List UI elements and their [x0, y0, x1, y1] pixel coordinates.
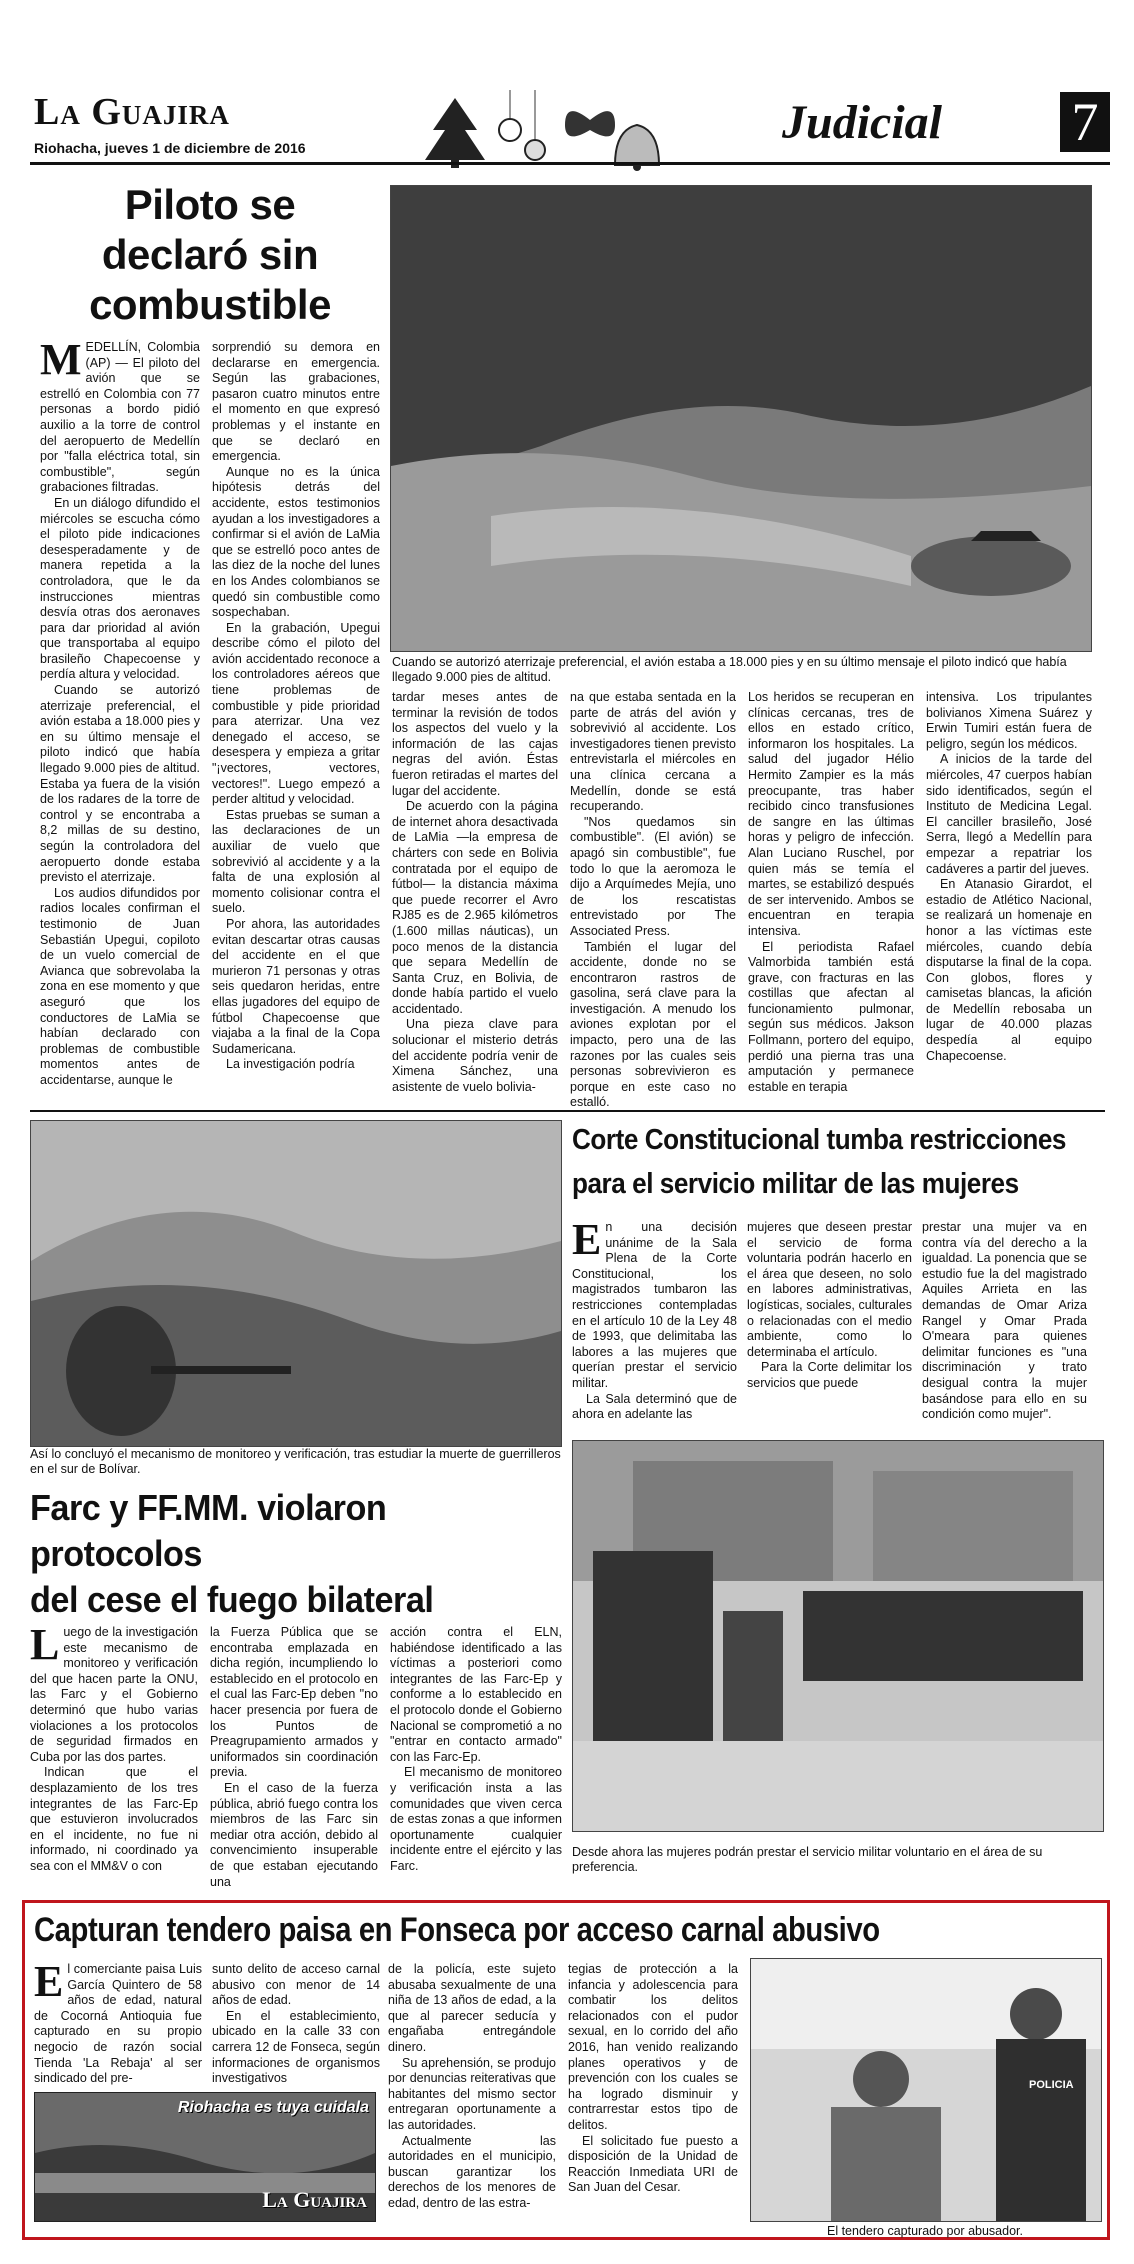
story1-col5 — [748, 690, 914, 1135]
story2-col1 — [30, 1620, 198, 1875]
story4-photo-caption: El tendero capturado por abusador. — [827, 2224, 1023, 2238]
paragraph: En un diálogo difundido el miércoles se escucha cómo el piloto pide indicaciones desesperadamente y de manera repetida a la controladora, que le da instrucciones mientras desvía otras dos aeronaves para dar prioridad al avión que transportaba al equipo brasileño Chapecoense y perdía altura y velocidad. — [40, 495, 200, 682]
headline-line: del cese el fuego bilateral — [30, 1579, 434, 1620]
paragraph: Su aprehensión, se produjo por denuncias reiterativas que habitantes del mismo sector entregaran oportunamente a las autoridades. — [388, 2055, 556, 2132]
paragraph: tardar meses antes de terminar la revisión de todos los aspectos del vuelo y la información de las cajas negras del avión. Éstas fueron retiradas el martes del lugar del accidente. — [392, 690, 558, 798]
paragraph: Actualmente las autoridades en el municipio, buscan garantizar los derechos de los menores de edad, dentro de las estra- — [388, 2133, 556, 2210]
holiday-decor — [415, 90, 675, 170]
female-soldiers-photo — [572, 1440, 1104, 1832]
story1-col3 — [392, 690, 558, 1135]
story3-col1 — [572, 1215, 737, 1440]
story2-col3 — [390, 1625, 562, 1875]
headline-line: combustible — [89, 281, 331, 328]
paragraph: En Atanasio Girardot, el estadio de Atlético Nacional, se realizará un homenaje en honor a las víctimas este miércoles, cuando debía disputarse la final de la copa. Con globos, flores y camisetas blancas, la afición de Medellín rebosaba un lugar de 40.000 plazas despedía al equipo Chapecoense. — [926, 877, 1092, 1063]
drop-cap: L — [30, 1620, 60, 1669]
tree-icon — [425, 98, 485, 168]
paragraph-text: uego de la investigación este mecanismo de monitoreo y verificación del que hacen parte la ONU, las Farc y el Gobierno determinó que hubo varias violaciones a los protocolos de seguridad firmados en Cuba por las dos partes. — [30, 1625, 198, 1764]
paragraph: También el lugar del accidente, donde no se encontraron rastros de gasolina, será clave para la investigación. A menudo los aviones explotan por el impacto, pero una de las razones por las cuales seis personas sobrevivieron es porque en este caso no estalló. — [570, 939, 736, 1110]
paragraph — [572, 1215, 737, 1392]
soldiers-photo-art — [573, 1441, 1103, 1831]
story1-col2 — [212, 340, 380, 1135]
paragraph: intensiva. Los tripulantes bolivianos Ximena Suárez y Erwin Tumiri están fuera de peligro, según los médicos. — [926, 690, 1092, 751]
paragraph: La investigación podría — [226, 1057, 355, 1072]
paragraph — [34, 1957, 202, 2087]
story1-col6 — [926, 690, 1092, 1135]
story4-col2 — [212, 1962, 380, 2092]
promo-banner — [34, 2092, 376, 2222]
paragraph: acción contra el ELN, habiéndose identificado a las víctimas a posteriori como integrantes de las Farc-Ep y conforme a lo establecido en el protocolo donde el Gobierno Nacional se comprometió a no "entrar en contacto armado" con las Farc-Ep. — [390, 1625, 562, 1764]
paragraph: tegias de protección a la infancia y adolescencia para combatir los delitos relacionados con el pudor sexual, en lo corrido del año 2016, han venido realizando planes operativos y de prevención con los cuales se ha logrado disminuir y contrarrestar estos tipo de delitos. — [568, 1962, 738, 2132]
story1-bottom-rule — [30, 1110, 1105, 1112]
section-title: Judicial — [782, 96, 943, 149]
paragraph-text: EDELLÍN, Colombia (AP) — El piloto del avión que se estrelló en Colombia con 77 personas a bordo pidió auxilio a la torre de control del aeropuerto de Medellín por "falla eléctrica total, sin combustible", según grabaciones filtradas. — [40, 340, 200, 495]
drop-cap: M — [40, 335, 82, 384]
story2-col2 — [210, 1625, 378, 1889]
crash-photo-art — [391, 186, 1091, 651]
story2-headline — [30, 1485, 543, 1623]
promo-brand-logo: La Guajira — [262, 2187, 367, 2212]
story2-photo-caption: Así lo concluyó el mecanismo de monitoreo y verificación, tras estudiar la muerte de guerrilleros en el sur de Bolívar. — [30, 1447, 561, 1476]
drop-cap: E — [34, 1957, 64, 2006]
paragraph: La Sala determinó que de ahora en adelante las — [572, 1391, 737, 1422]
story1-headline — [40, 180, 380, 330]
paragraph: En el establecimiento, ubicado en la calle 33 con carrera 12 de Fonseca, según informaciones de organismos investigativos — [212, 2008, 380, 2086]
crash-site-photo — [390, 185, 1092, 652]
paragraph: El solicitado fue puesto a disposición de la Unidad de Reacción Inmediata URI de San Juan del Cesar. — [568, 2133, 738, 2195]
officer-head-icon — [1010, 1988, 1062, 2040]
ornament-icon — [499, 90, 545, 160]
paragraph: de la policía, este sujeto abusaba sexualmente de una niña de 13 años de edad, a la que al parecer seducía y engañaba entregándole dinero. — [388, 1962, 556, 2054]
paragraph: Indican que el desplazamiento de los tres integrantes de las Farc-Ep que estuvieron involucrados en el incidente, no fue ni informado, ni coordinado ya sea con el MM&V o con — [30, 1765, 198, 1873]
paragraph — [40, 335, 200, 496]
paragraph: la Fuerza Pública que se encontraba emplazada en dicha región, incumpliendo lo establecido en el protocolo en el cual las Farc-Ep deben "no hacer presencia por fuera de los Puntos de Preagrupamiento armados y uniformados sin coordinación previa. — [210, 1625, 378, 1780]
paragraph: mujeres que deseen prestar el servicio de forma voluntaria podrán hacerlo en el área que deseen, no solo en labores administrativas, logísticas, sociales, culturales o relacionadas con el medio ambiente, como lo determinaba el artículo. — [747, 1220, 912, 1359]
soldier-photo-art — [31, 1121, 561, 1446]
page-number: 7 — [1060, 92, 1110, 152]
paragraph: "Nos quedamos sin combustible". (El avión) se apagó sin combustible", fue todo lo que la aeromoza le dijo a Arquímedes Mejía, uno de los rescatistas entrevistado por The Associated Press. — [570, 814, 736, 938]
paragraph: sorprendió su demora en declararse en emergencia. Según las grabaciones, pasaron cuatro minutos entre el momento en que expresó problemas y el instante en que se declaró en emergencia. — [212, 340, 380, 464]
paragraph: Cuando se autorizó aterrizaje preferencial, el avión estaba a 18.000 pies y en su último mensaje el piloto indicó que había llegado 9.000 pies de altitud. Estaba ya fuera de la visión de los radares de la torre de control y se encontraba a 8,2 millas de su destino, según la controladora del aeropuerto donde estaba previsto el aterrizaje. — [40, 683, 200, 885]
paragraph: Por ahora, las autoridades evitan descartar otras causas del accidente en el que murieron 71 personas y otras seis quedaron heridas, entre ellas jugadores del equipo de fútbol Chapecoense que viajaba a la final de la Copa Sudamericana. — [212, 916, 380, 1056]
story4-headline: Capturan tendero paisa en Fonseca por acceso carnal abusivo — [34, 1911, 880, 1949]
paragraph: prestar una mujer va en contra vía del derecho a la igualdad. La ponencia que se estudio fue la del magistrado Aquiles Arrieta en las demandas de Omar Ariza Rangel y Omar Prada O'meara para quienes delimitar funciones es "una discriminación y trato desigual contra la mujer basándose para ello en su condición como mujer". — [922, 1220, 1087, 1422]
paragraph: Los audios difundidos por radios locales confirman el testimonio de Juan Sebastián Upegui, copiloto de un vuelo comercial de Avianca que sobrevolaba la zona en ese momento y que aseguró que los conductores de LaMia se habían declarado con problemas de combustible momentos antes de accidentarse, aunque le — [40, 885, 200, 1087]
paragraph: na que estaba sentada en la parte de atrás del avión y sobrevivió al accidente. Los investigadores tienen previsto entrevistarla el miércoles en una clínica cercana a Medellín, donde se está recuperando. — [570, 690, 736, 814]
paragraph: A inicios de la tarde del miércoles, 47 cuerpos habían sido identificados, según el Instituto de Medicina Legal. El canciller brasileño, José Serra, llegó a Medellín para empezar a repatriar los cadáveres a partir del jueves. — [926, 752, 1092, 876]
story3-col3 — [922, 1220, 1087, 1440]
paragraph-text: l comerciante paisa Luis García Quintero de 58 años de edad, natural de Cocorná Antioquia fue capturado en su propio negocio de razón social Tienda 'La Rebaja' al ser sindicado del pre- — [34, 1962, 202, 2086]
bow-icon — [565, 111, 615, 136]
story3-col2 — [747, 1220, 912, 1440]
brand-logo: La Guajira — [34, 91, 230, 133]
paragraph: En el caso de la fuerza pública, abrió fuego contra los miembros de las Farc sin mediar otra acción, debido al convencimiento insuperable de que estaban ejecutando una — [210, 1780, 378, 1889]
paragraph: En la grabación, Upegui describe cómo el piloto del avión accidentado reconoce a los controladores aéreos que tiene problemas de combustible y pide prioridad para aterrizar. Una vez denegado el acceso, se desespera y empieza a gritar "¡vectores, vectores, vectores!". Luego empezó a perder altitud y velocidad. — [212, 620, 380, 807]
paragraph: De acuerdo con la página de internet ahora desactivada de LaMia —la empresa de chárters con sede en Bolivia contratada por el equipo de fútbol— la distancia máxima que puede recorrer el Avro RJ85 es de 2.965 kilómetros (1.600 millas náuticas), un poco menos de la distancia que separa Medellín de Santa Cruz, en Bolivia, de donde había partido el vuelo accidentado. — [392, 799, 558, 1016]
masthead — [30, 90, 1105, 170]
rifle-icon — [151, 1366, 291, 1374]
headline-line: Farc y FF.MM. violaron protocolos — [30, 1487, 387, 1574]
story4-col1 — [34, 1957, 202, 2092]
story1-photo-caption: Cuando se autorizó aterrizaje preferencial, el avión estaba a 18.000 pies y en su último mensaje el piloto indicó que había llegado 9.000 pies de altitud. — [392, 655, 1067, 684]
headline-line: Corte Constitucional tumba restricciones — [572, 1124, 1066, 1156]
story3-photo-caption: Desde ahora las mujeres podrán prestar el servicio militar voluntario en el área de su preferencia. — [572, 1845, 1043, 1874]
paragraph: Los heridos se recuperan en clínicas cercanas, tres de ellos en estado crítico, informaron los hospitales. La salud del jugador Hélio Hermito Zampier es la más preocupante, tras haber recibido cinco transfusiones de sangre en las últimas horas y peligro de infección. Alan Luciano Ruschel, por quien más se temía el martes, se estabilizó después de ser intervenido. Ambos se encuentran en terapia intensiva. — [748, 690, 914, 938]
decor-svg — [415, 90, 675, 170]
headline-line: para el servicio militar de las mujeres — [572, 1168, 1019, 1200]
drop-cap: E — [572, 1215, 602, 1264]
police-badge: POLICIA — [1029, 2079, 1074, 2091]
story4-col4 — [568, 1962, 738, 2227]
soldier-photo — [30, 1120, 562, 1447]
story3-headline — [572, 1118, 1066, 1206]
dateline: Riohacha, jueves 1 de diciembre de 2016 — [34, 140, 306, 156]
paragraph: El periodista Rafael Valmorbida también está grave, con fracturas en las costillas que afectan al funcionamiento pulmonar, según sus médicos. Jakson Follmann, portero del equipo, perdió una pierna tras una amputación y permanece estable en terapia — [748, 939, 914, 1094]
paragraph — [30, 1620, 198, 1765]
headline-line: declaró sin — [101, 231, 319, 278]
helicopter-icon — [971, 531, 1041, 541]
story1-col4 — [570, 690, 736, 1135]
paragraph: El mecanismo de monitoreo y verificación insta a las comunidades que viven cerca de estas zonas a que informen oportunamente cualquier incidente entre el ejército y las Farc. — [390, 1765, 562, 1873]
story4-col3 — [388, 1962, 556, 2227]
paragraph: Para la Corte delimitar los servicios que puede — [747, 1360, 912, 1390]
paragraph-text: n una decisión unánime de la Sala Plena de la Corte Constitucional, los magistrados tumbaron las restricciones contempladas en el artículo 10 de la Ley 48 de 1993, que delimitaba las labores a las mujeres que querían prestar el servicio militar. — [572, 1220, 737, 1390]
suspect-head-icon — [853, 2051, 909, 2107]
masthead-rule — [30, 162, 1110, 165]
paragraph: Una pieza clave para solucionar el misterio detrás del accidente podría venir de Ximena Sánchez, una asistente de vuelo bolivia- — [392, 1017, 558, 1094]
paragraph: Aunque no es la única hipótesis detrás del accidente, estos testimonios ayudan a los investigadores a confirmar si el avión de LaMia que se estrelló poco antes de las diez de la noche del lunes en los Andes colombianos se quedó sin combustible como sospechaban. — [212, 464, 380, 620]
promo-text: Riohacha es tuya cuidala — [177, 2099, 369, 2116]
suspect-photo — [750, 1958, 1102, 2222]
paragraph: sunto delito de acceso carnal abusivo con menor de 14 años de edad. — [212, 1962, 380, 2008]
story1-col1 — [40, 335, 200, 1135]
headline-line: Piloto se — [124, 181, 296, 228]
paragraph: Estas pruebas se suman a las declaraciones de un auxiliar de vuelo que sobrevivió al accidente y a la falta de una explosión al momento colisionar contra el suelo. — [212, 807, 380, 916]
